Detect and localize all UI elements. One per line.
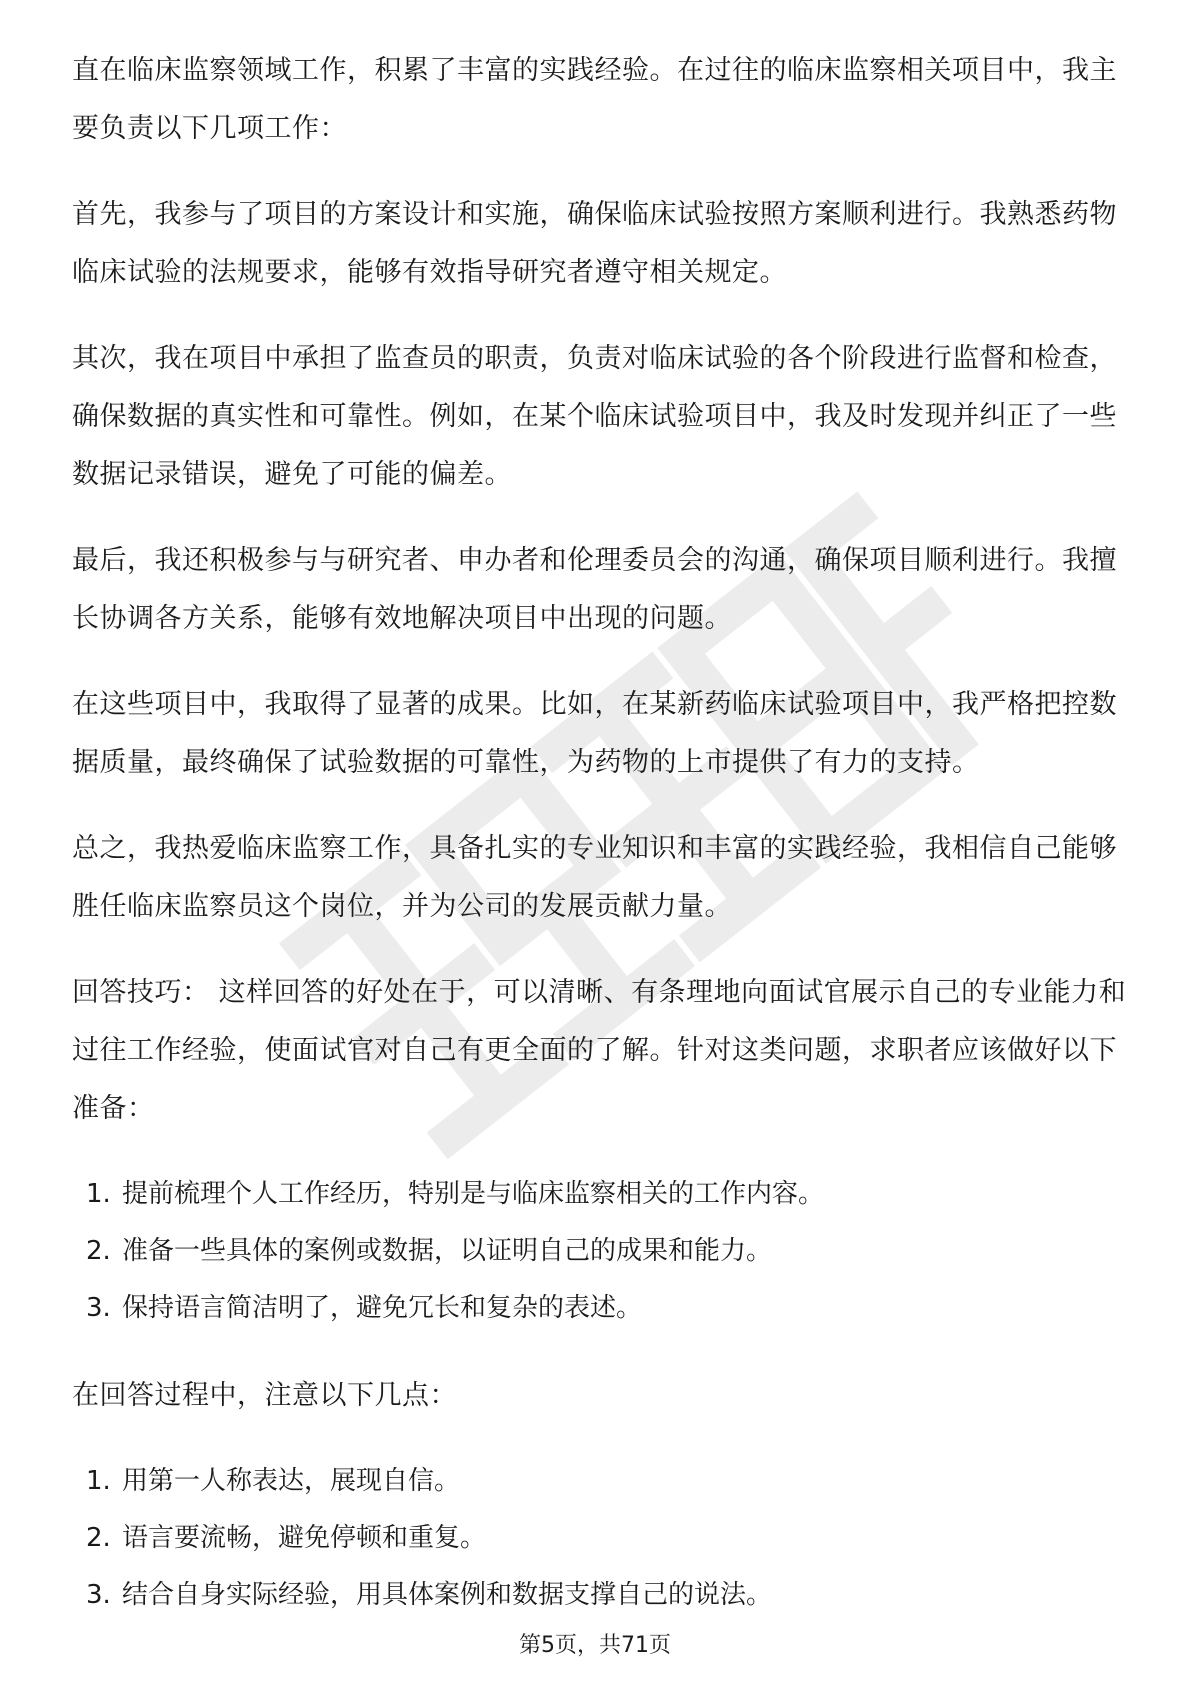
list-number: 2. xyxy=(86,1236,111,1266)
list-item xyxy=(72,1510,1132,1567)
paragraph-answer-tips: 回答技巧： 这样回答的好处在于，可以清晰、有条理地向面试官展示自己的专业能力和过往工作经验，使面试官对自己有更全面的了解。针对这类问题，求职者应该做好以下准备： xyxy=(72,977,1127,1124)
paragraph-intro: 直在临床监察领域工作，积累了丰富的实践经验。在过往的临床监察相关项目中，我主要负责以下几项工作： xyxy=(72,55,1117,144)
page-footer: 第5页，共71页 xyxy=(519,1633,671,1658)
list-item xyxy=(72,1166,1132,1223)
list-item xyxy=(72,1453,1132,1510)
list-text: 保持语言简洁明了，避免冗长和复杂的表述。 xyxy=(122,1293,643,1323)
list-text: 结合自身实际经验，用具体案例和数据支撑自己的说法。 xyxy=(122,1580,773,1610)
list-text: 语言要流畅，避免停顿和重复。 xyxy=(122,1523,487,1553)
list-number: 2. xyxy=(86,1523,111,1553)
notes-list xyxy=(72,1453,1132,1624)
list-text: 用第一人称表达，展现自信。 xyxy=(122,1466,461,1496)
paragraph-first: 首先，我参与了项目的方案设计和实施，确保临床试验按照方案顺利进行。我熟悉药物临床试验的法规要求，能够有效指导研究者遵守相关规定。 xyxy=(72,199,1117,288)
paragraph-last: 最后，我还积极参与与研究者、申办者和伦理委员会的沟通，确保项目顺利进行。我擅长协调各方关系，能够有效地解决项目中出现的问题。 xyxy=(72,545,1117,634)
list-text: 准备一些具体的案例或数据，以证明自己的成果和能力。 xyxy=(122,1236,773,1266)
paragraph-notes-intro: 在回答过程中，注意以下几点： xyxy=(72,1380,457,1411)
list-number: 1. xyxy=(86,1179,111,1209)
list-number: 1. xyxy=(86,1466,111,1496)
paragraph-summary: 总之，我热爱临床监察工作，具备扎实的专业知识和丰富的实践经验，我相信自己能够胜任临床监察员这个岗位，并为公司的发展贡献力量。 xyxy=(72,833,1117,922)
list-number: 3. xyxy=(86,1580,111,1610)
paragraph-second: 其次，我在项目中承担了监查员的职责，负责对临床试验的各个阶段进行监督和检查，确保数据的真实性和可靠性。例如，在某个临床试验项目中，我及时发现并纠正了一些数据记录错误，避免了可能的偏差。 xyxy=(72,343,1117,490)
list-number: 3. xyxy=(86,1293,111,1323)
list-item xyxy=(72,1280,1132,1337)
list-item xyxy=(72,1567,1132,1624)
paragraph-results: 在这些项目中，我取得了显著的成果。比如，在某新药临床试验项目中，我严格把控数据质量，最终确保了试验数据的可靠性，为药物的上市提供了有力的支持。 xyxy=(72,689,1117,778)
list-item xyxy=(72,1223,1132,1280)
document-body xyxy=(72,42,1132,1654)
list-text: 提前梳理个人工作经历，特别是与临床监察相关的工作内容。 xyxy=(122,1179,825,1209)
preparation-list xyxy=(72,1166,1132,1337)
